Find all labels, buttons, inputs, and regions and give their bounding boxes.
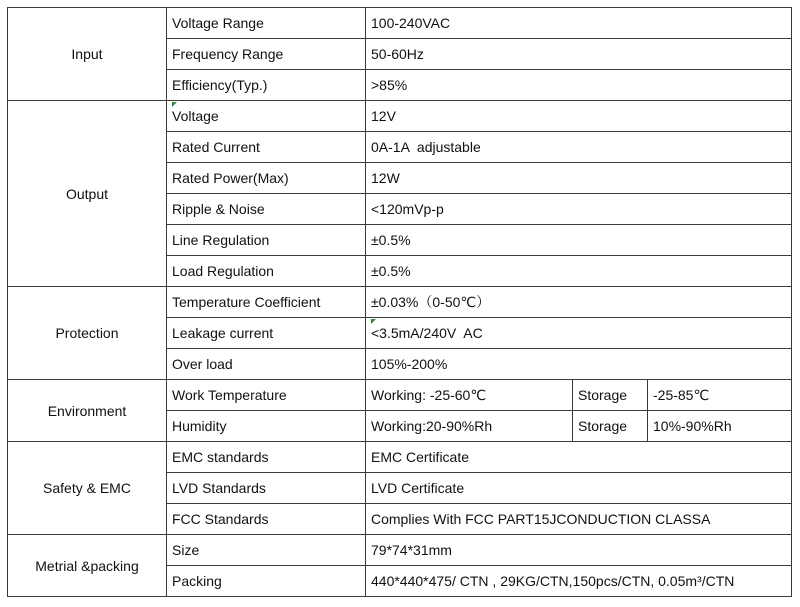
- spec-sub-value: 10%-90%Rh: [648, 411, 792, 442]
- cell-comment-marker: [172, 102, 177, 107]
- spec-value: <120mVp-p: [366, 194, 792, 225]
- spec-value: LVD Certificate: [366, 473, 792, 504]
- spec-label: EMC standards: [167, 442, 366, 473]
- spec-label: Voltage: [167, 101, 366, 132]
- table-row: [8, 8, 792, 39]
- spec-label: Humidity: [167, 411, 366, 442]
- spec-label: Line Regulation: [167, 225, 366, 256]
- spec-label: Voltage Range: [167, 8, 366, 39]
- category-output: Output: [8, 101, 167, 287]
- category-packing: Metrial &packing: [8, 535, 167, 597]
- spec-label: Load Regulation: [167, 256, 366, 287]
- category-environment: Environment: [8, 380, 167, 442]
- spec-label: Work Temperature: [167, 380, 366, 411]
- cell-comment-marker: [371, 319, 376, 324]
- spec-label: Frequency Range: [167, 39, 366, 70]
- spec-value: ±0.03%（0-50℃）: [366, 287, 792, 318]
- spec-value: ±0.5%: [366, 256, 792, 287]
- table-row: [8, 535, 792, 566]
- spec-label: Size: [167, 535, 366, 566]
- spec-value: 100-240VAC: [366, 8, 792, 39]
- category-safety-emc: Safety & EMC: [8, 442, 167, 535]
- spec-table: [7, 7, 792, 597]
- spec-label: Efficiency(Typ.): [167, 70, 366, 101]
- spec-sub-label: Storage: [573, 411, 648, 442]
- spec-value: <3.5mA/240V AC: [366, 318, 792, 349]
- table-row: [8, 287, 792, 318]
- spec-value: >85%: [366, 70, 792, 101]
- spec-value: ±0.5%: [366, 225, 792, 256]
- category-protection: Protection: [8, 287, 167, 380]
- table-row: [8, 380, 792, 411]
- spec-value: 12W: [366, 163, 792, 194]
- spec-value: 79*74*31mm: [366, 535, 792, 566]
- spec-value: Complies With FCC PART15JCONDUCTION CLASSA: [366, 504, 792, 535]
- spec-value: 12V: [366, 101, 792, 132]
- spec-label: FCC Standards: [167, 504, 366, 535]
- spec-value: 0A-1A adjustable: [366, 132, 792, 163]
- spec-label: Packing: [167, 566, 366, 597]
- table-row: [8, 101, 792, 132]
- spec-value: EMC Certificate: [366, 442, 792, 473]
- spec-sub-label: Storage: [573, 380, 648, 411]
- spec-label: Rated Current: [167, 132, 366, 163]
- spec-label: Leakage current: [167, 318, 366, 349]
- spec-label: Temperature Coefficient: [167, 287, 366, 318]
- table-row: [8, 442, 792, 473]
- spec-value: Working: -25-60℃: [366, 380, 573, 411]
- spec-value: Working:20-90%Rh: [366, 411, 573, 442]
- category-input: Input: [8, 8, 167, 101]
- spec-label: Over load: [167, 349, 366, 380]
- spec-value: 440*440*475/ CTN , 29KG/CTN,150pcs/CTN, 0.05m³/CTN: [366, 566, 792, 597]
- spec-label: Ripple & Noise: [167, 194, 366, 225]
- spec-sub-value: -25-85℃: [648, 380, 792, 411]
- spec-value: 50-60Hz: [366, 39, 792, 70]
- spec-value: 105%-200%: [366, 349, 792, 380]
- spec-label: LVD Standards: [167, 473, 366, 504]
- spec-label: Rated Power(Max): [167, 163, 366, 194]
